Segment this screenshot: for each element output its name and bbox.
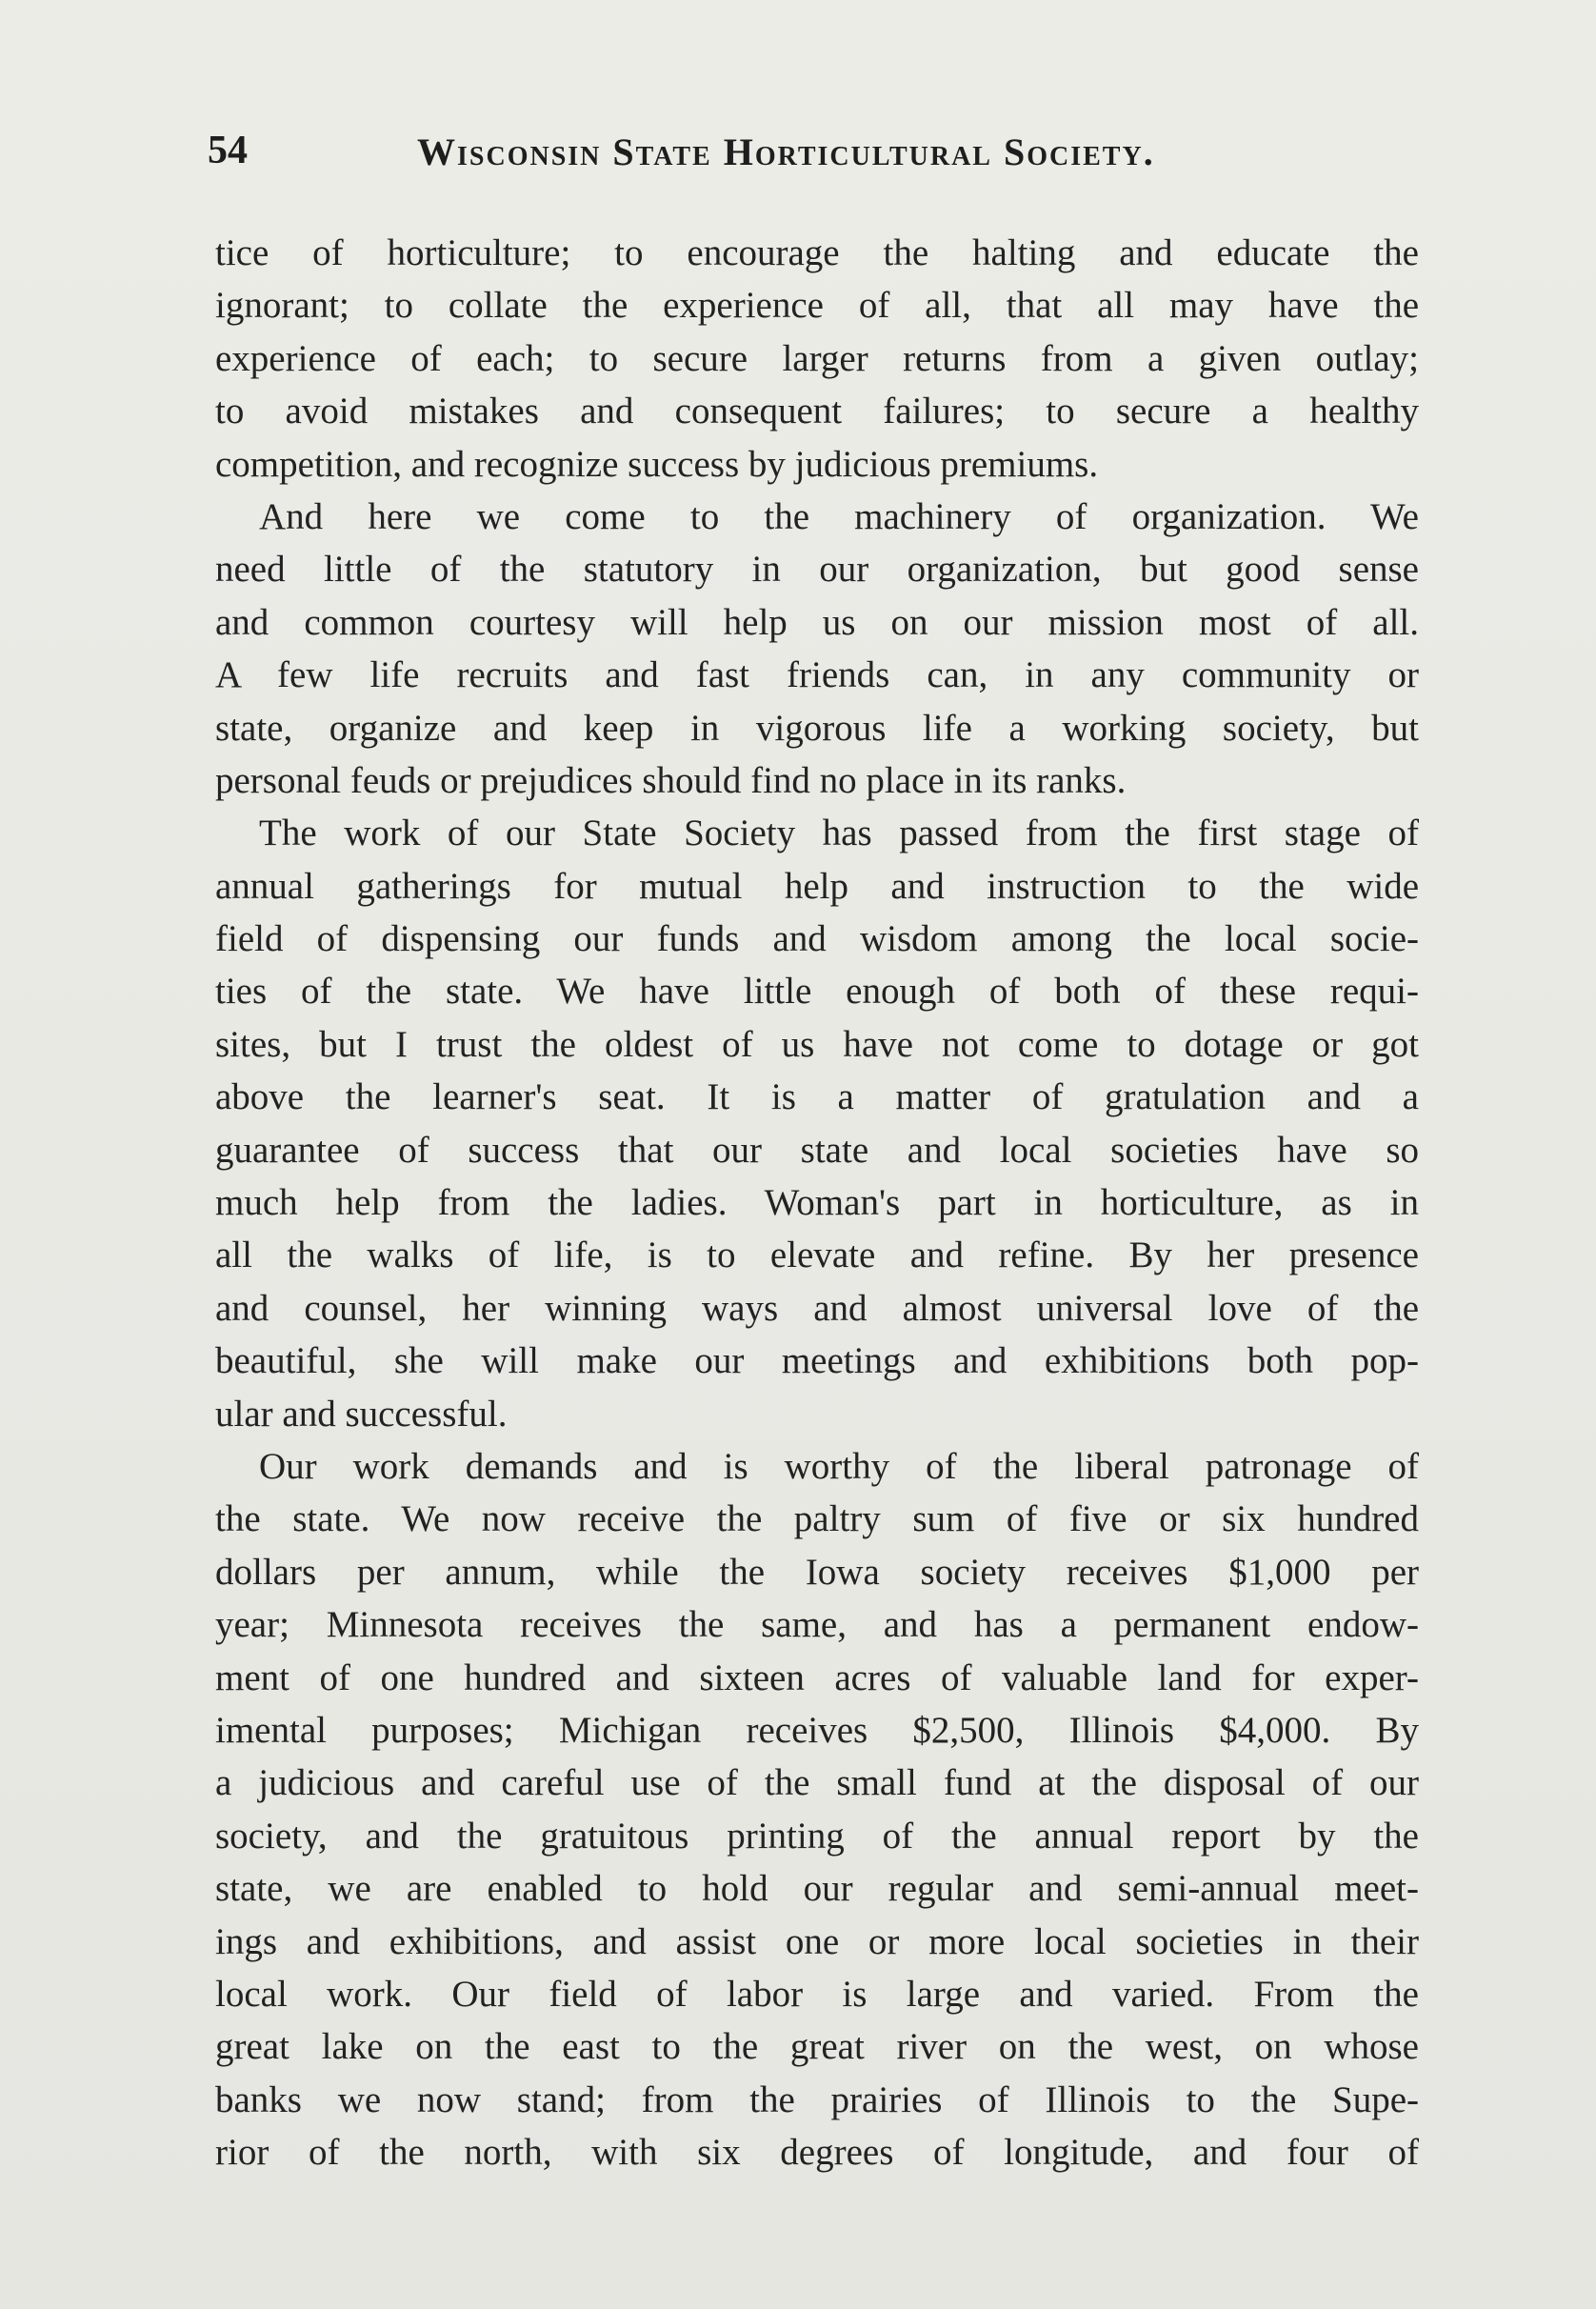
text-line: sites, but I trust the oldest of us have not come to dotage or got [215,1023,1419,1065]
text-line: ings and exhibitions, and assist one or more local societies in their [215,1920,1419,1962]
text-line: personal feuds or prejudices should find no place in its ranks. [215,759,1127,801]
text-line: and common courtesy will help us on our mission most of all. [215,601,1419,643]
running-title: Wisconsin State Horticultural Society. [417,131,1155,173]
text-line: field of dispensing our funds and wisdom among the local socie- [215,918,1419,960]
text-line: need little of the statutory in our organization, but good sense [215,549,1419,591]
text-line: imental purposes; Michigan receives $2,500, Illinois $4,000. By [215,1709,1419,1751]
text-line: competition, and recognize success by judicious premiums. [215,443,1099,485]
page-number: 54 [208,129,248,172]
text-line: experience of each; to secure larger returns from a given outlay; [215,337,1419,379]
text-line: the state. We now receive the paltry sum of five or six hundred [215,1498,1419,1540]
text-line: to avoid mistakes and consequent failures; to secure a healthy [215,391,1419,432]
page-header [208,122,1331,179]
text-line: annual gatherings for mutual help and instruction to the wide [215,865,1419,907]
text-line: ignorant; to collate the experience of all, that all may have the [215,285,1419,327]
text-line: Our work demands and is worthy of the liberal patronage of [259,1445,1419,1487]
text-line: guarantee of success that our state and local societies have so [215,1129,1419,1171]
text-line: tice of horticulture; to encourage the halting and educate the [215,232,1419,273]
text-line: great lake on the east to the great river on the west, on whose [215,2026,1419,2068]
text-line: ties of the state. We have little enough of both of these requi- [215,971,1419,1013]
text-line: rior of the north, with six degrees of longitude, and four of [215,2132,1419,2174]
text-line: The work of our State Society has passed from the first stage of [259,813,1419,854]
text-line: and counsel, her winning ways and almost universal love of the [215,1287,1419,1329]
text-line: beautiful, she will make our meetings and exhibitions both pop- [215,1340,1419,1382]
text-line: a judicious and careful use of the small fund at the disposal of our [215,1762,1419,1804]
text-line: society, and the gratuitous printing of the annual report by the [215,1815,1419,1857]
text-line: dollars per annum, while the Iowa society receives $1,000 per [215,1551,1419,1593]
text-line: all the walks of life, is to elevate and refine. By her presence [215,1235,1419,1276]
text-line: ment of one hundred and sixteen acres of valuable land for exper- [215,1656,1419,1698]
text-line: much help from the ladies. Woman's part in horticulture, as in [215,1182,1419,1224]
text-line: state, we are enabled to hold our regular and semi-annual meet- [215,1868,1419,1910]
text-line: A few life recruits and fast friends can, in any community or [215,654,1419,696]
text-line: state, organize and keep in vigorous life a working society, but [215,707,1419,749]
text-line: year; Minnesota receives the same, and has a permanent endow- [215,1604,1419,1646]
body-text [215,227,1419,2178]
text-line: banks we now stand; from the prairies of Illinois to the Supe- [215,2078,1419,2120]
text-line: above the learner's seat. It is a matter of gratulation and a [215,1076,1419,1118]
text-line: ular and successful. [215,1393,508,1435]
text-line: And here we come to the machinery of organization. We [259,495,1419,537]
text-line: local work. Our field of labor is large and varied. From the [215,1973,1419,2015]
